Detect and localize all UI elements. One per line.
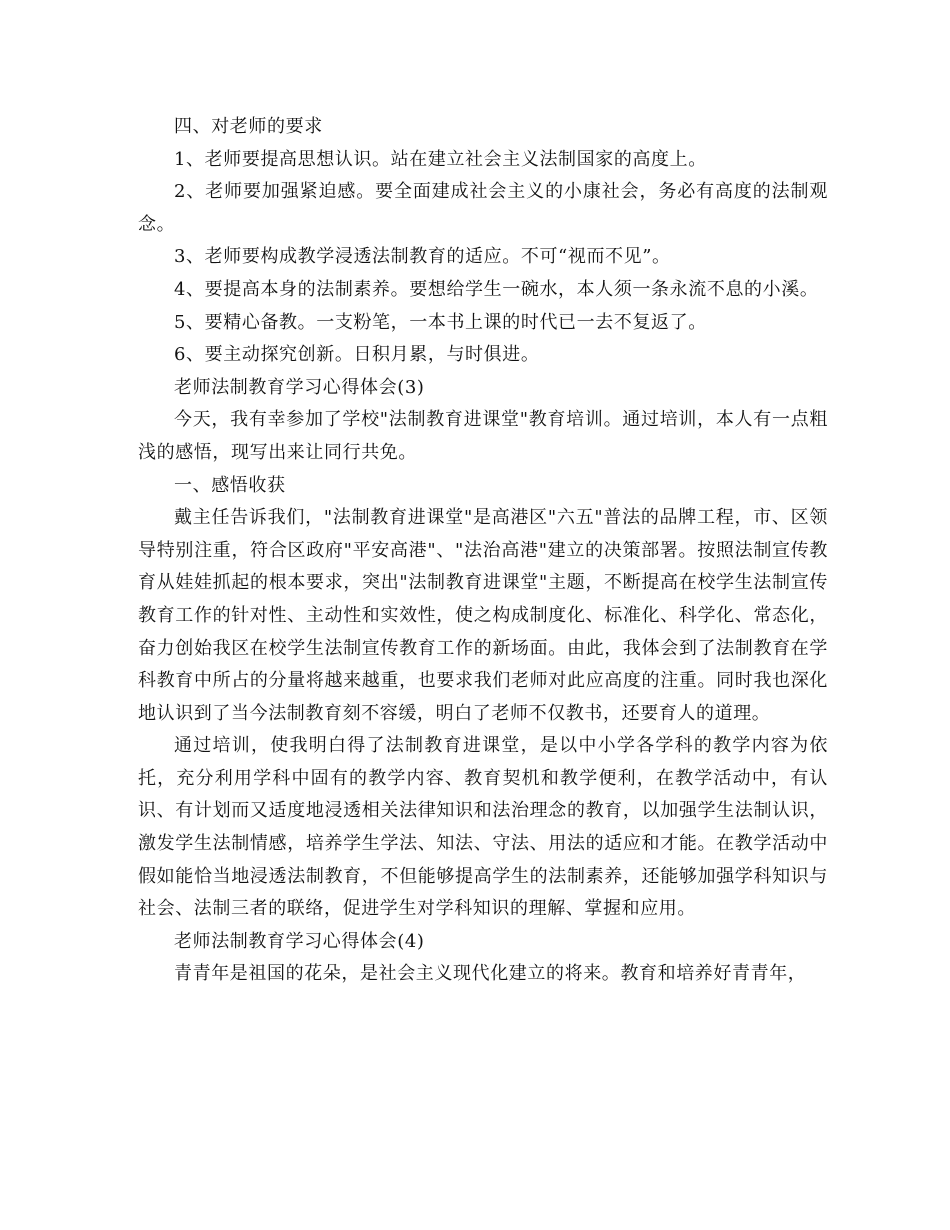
- article-title: 老师法制教育学习心得体会(4): [174, 930, 425, 952]
- section-heading: 四、对老师的要求: [174, 116, 323, 137]
- requirement-item: 4、要提高本身的法制素养。要想给学生一碗水，本人须一条永流不息的小溪。: [174, 278, 819, 300]
- requirement-item: 6、要主动探究创新。日积月累，与时俱进。: [174, 344, 540, 366]
- article-title: 老师法制教育学习心得体会(3): [174, 376, 425, 398]
- body-paragraph: 通过培训，使我明白得了法制教育进课堂，是以中小学各学科的教学内容为依托，充分利用学科中固有的教学内容、教育契机和教学便利，在教学活动中，有认识、有计划而又适度地浸透相关法律知识和法治理念的教育，以加强学生法制认识，激发学生法制情感，培养学生学法、知法、守法、用法的适应和才能。在教学活动中假如能恰当地浸透法制教育，不但能够提高学生的法制素养，还能够加强学科知识与社会、法制三者的联络，促进学生对学科知识的理解、掌握和应用。: [138, 735, 828, 920]
- requirement-item: 1、老师要提高思想认识。站在建立社会主义法制国家的高度上。: [174, 148, 707, 170]
- requirement-item: 5、要精心备教。一支粉笔，一本书上课的时代已一去不复返了。: [174, 311, 707, 333]
- body-paragraph: 今天，我有幸参加了学校"法制教育进课堂"教育培训。通过培训，本人有一点粗浅的感悟，现写出来让同行共免。: [138, 409, 828, 463]
- body-paragraph: 青青年是祖国的花朵，是社会主义现代化建立的将来。教育和培养好青青年，: [174, 963, 807, 985]
- requirement-item: 3、老师要构成教学浸透法制教育的适应。不可“视而不见”。: [174, 246, 671, 268]
- body-paragraph: 戴主任告诉我们，"法制教育进课堂"是高港区"六五"普法的品牌工程，市、区领导特别注重，符合区政府"平安高港"、"法治高港"建立的决策部署。按照法制宣传教育从娃娃抓起的根本要求，突出"法制教育进课堂"主题，不断提高在校学生法制宣传教育工作的针对性、主动性和实效性，使之构成制度化、标准化、科学化、常态化，奋力创始我区在校学生法制宣传教育工作的新场面。由此，我体会到了法制教育在学科教育中所占的分量将越来越重，也要求我们老师对此应高度的注重。同时我也深化地认识到了当今法制教育刻不容缓，明白了老师不仅教书，还要育人的道理。: [138, 507, 828, 724]
- section-heading: 一、感悟收获: [174, 474, 286, 496]
- requirement-item: 2、老师要加强紧迫感。要全面建成社会主义的小康社会，务必有高度的法制观念。: [138, 181, 828, 235]
- document-page: [138, 111, 828, 991]
